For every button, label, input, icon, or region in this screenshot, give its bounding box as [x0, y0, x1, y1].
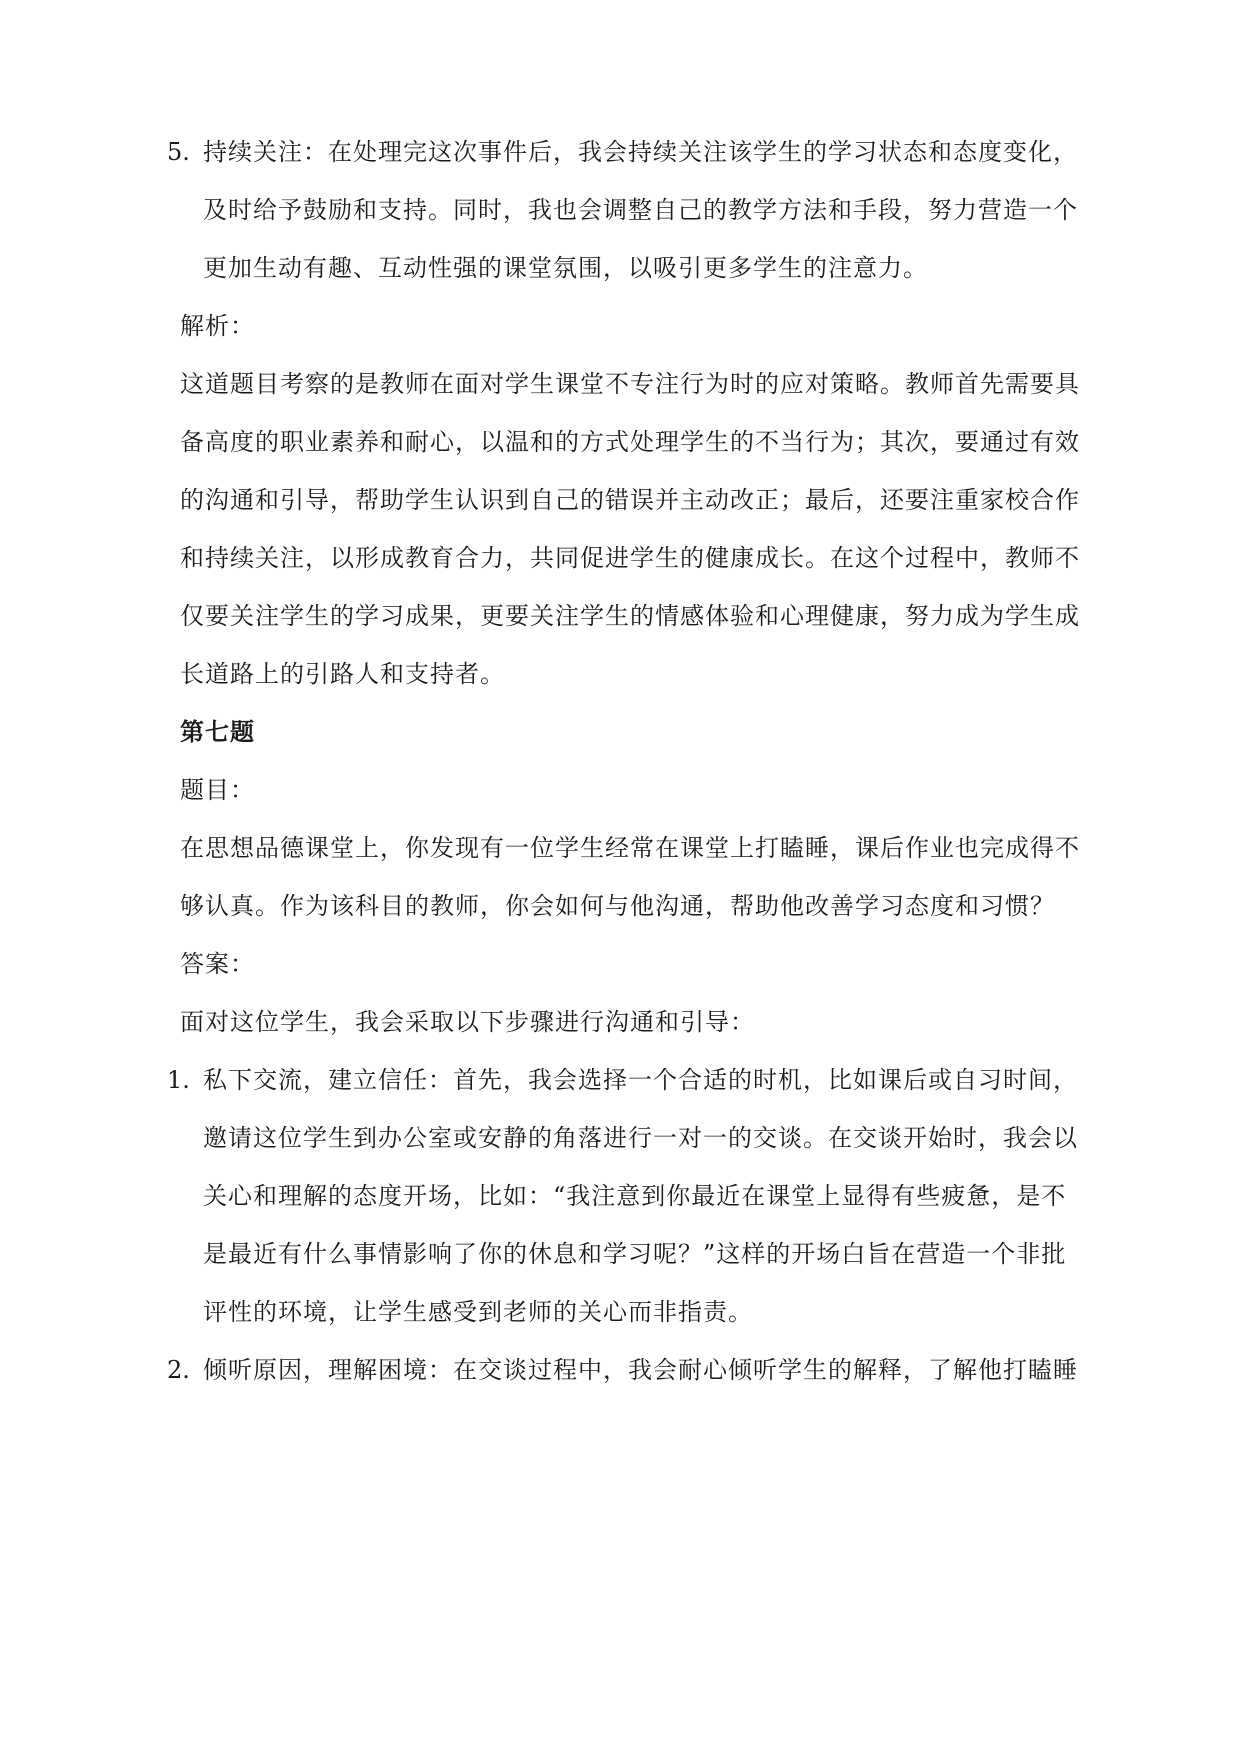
- analysis-line-5: 仅要关注学生的学习成果，更要关注学生的情感体验和心理健康，努力成为学生成: [180, 602, 1080, 630]
- question-line-1: 在思想品德课堂上，你发现有一位学生经常在课堂上打瞌睡，课后作业也完成得不: [180, 834, 1080, 862]
- item1-line-4: 是最近有什么事情影响了你的休息和学习呢？”这样的开场白旨在营造一个非批: [203, 1240, 1067, 1268]
- analysis-line-1: 这道题目考察的是教师在面对学生课堂不专注行为时的应对策略。教师首先需要具: [180, 370, 1080, 398]
- answer-label: 答案：: [180, 950, 255, 978]
- item1-line-3: 关心和理解的态度开场，比如：“我注意到你最近在课堂上显得有些疲惫，是不: [203, 1182, 1067, 1210]
- item1-line-2: 邀请这位学生到办公室或安静的角落进行一对一的交谈。在交谈开始时，我会以: [203, 1124, 1078, 1152]
- item2-line-1: 倾听原因，理解困境：在交谈过程中，我会耐心倾听学生的解释，了解他打瞌睡: [203, 1356, 1078, 1384]
- item5-line-2: 及时给予鼓励和支持。同时，我也会调整自己的教学方法和手段，努力营造一个: [203, 196, 1078, 224]
- answer-intro: 面对这位学生，我会采取以下步骤进行沟通和引导：: [180, 1008, 755, 1036]
- list-number-5: 5.: [167, 138, 190, 166]
- analysis-line-2: 备高度的职业素养和耐心，以温和的方式处理学生的不当行为；其次，要通过有效: [180, 428, 1080, 456]
- analysis-label: 解析：: [180, 312, 255, 340]
- analysis-line-4: 和持续关注，以形成教育合力，共同促进学生的健康成长。在这个过程中，教师不: [180, 544, 1080, 572]
- item5-line-1: 持续关注：在处理完这次事件后，我会持续关注该学生的学习状态和态度变化，: [203, 138, 1078, 166]
- section-heading: 第七题: [180, 717, 255, 746]
- item1-line-1: 私下交流，建立信任：首先，我会选择一个合适的时机，比如课后或自习时间，: [203, 1066, 1078, 1094]
- item1-line-5: 评性的环境，让学生感受到老师的关心而非指责。: [203, 1298, 753, 1326]
- question-line-2: 够认真。作为该科目的教师，你会如何与他沟通，帮助他改善学习态度和习惯？: [180, 892, 1055, 920]
- analysis-line-3: 的沟通和引导，帮助学生认识到自己的错误并主动改正；最后，还要注重家校合作: [180, 486, 1080, 514]
- analysis-line-6: 长道路上的引路人和支持者。: [180, 660, 505, 688]
- list-number-2: 2.: [167, 1356, 190, 1384]
- list-number-1: 1.: [167, 1066, 190, 1094]
- question-label: 题目：: [180, 776, 255, 804]
- item5-line-3: 更加生动有趣、互动性强的课堂氛围，以吸引更多学生的注意力。: [203, 254, 928, 282]
